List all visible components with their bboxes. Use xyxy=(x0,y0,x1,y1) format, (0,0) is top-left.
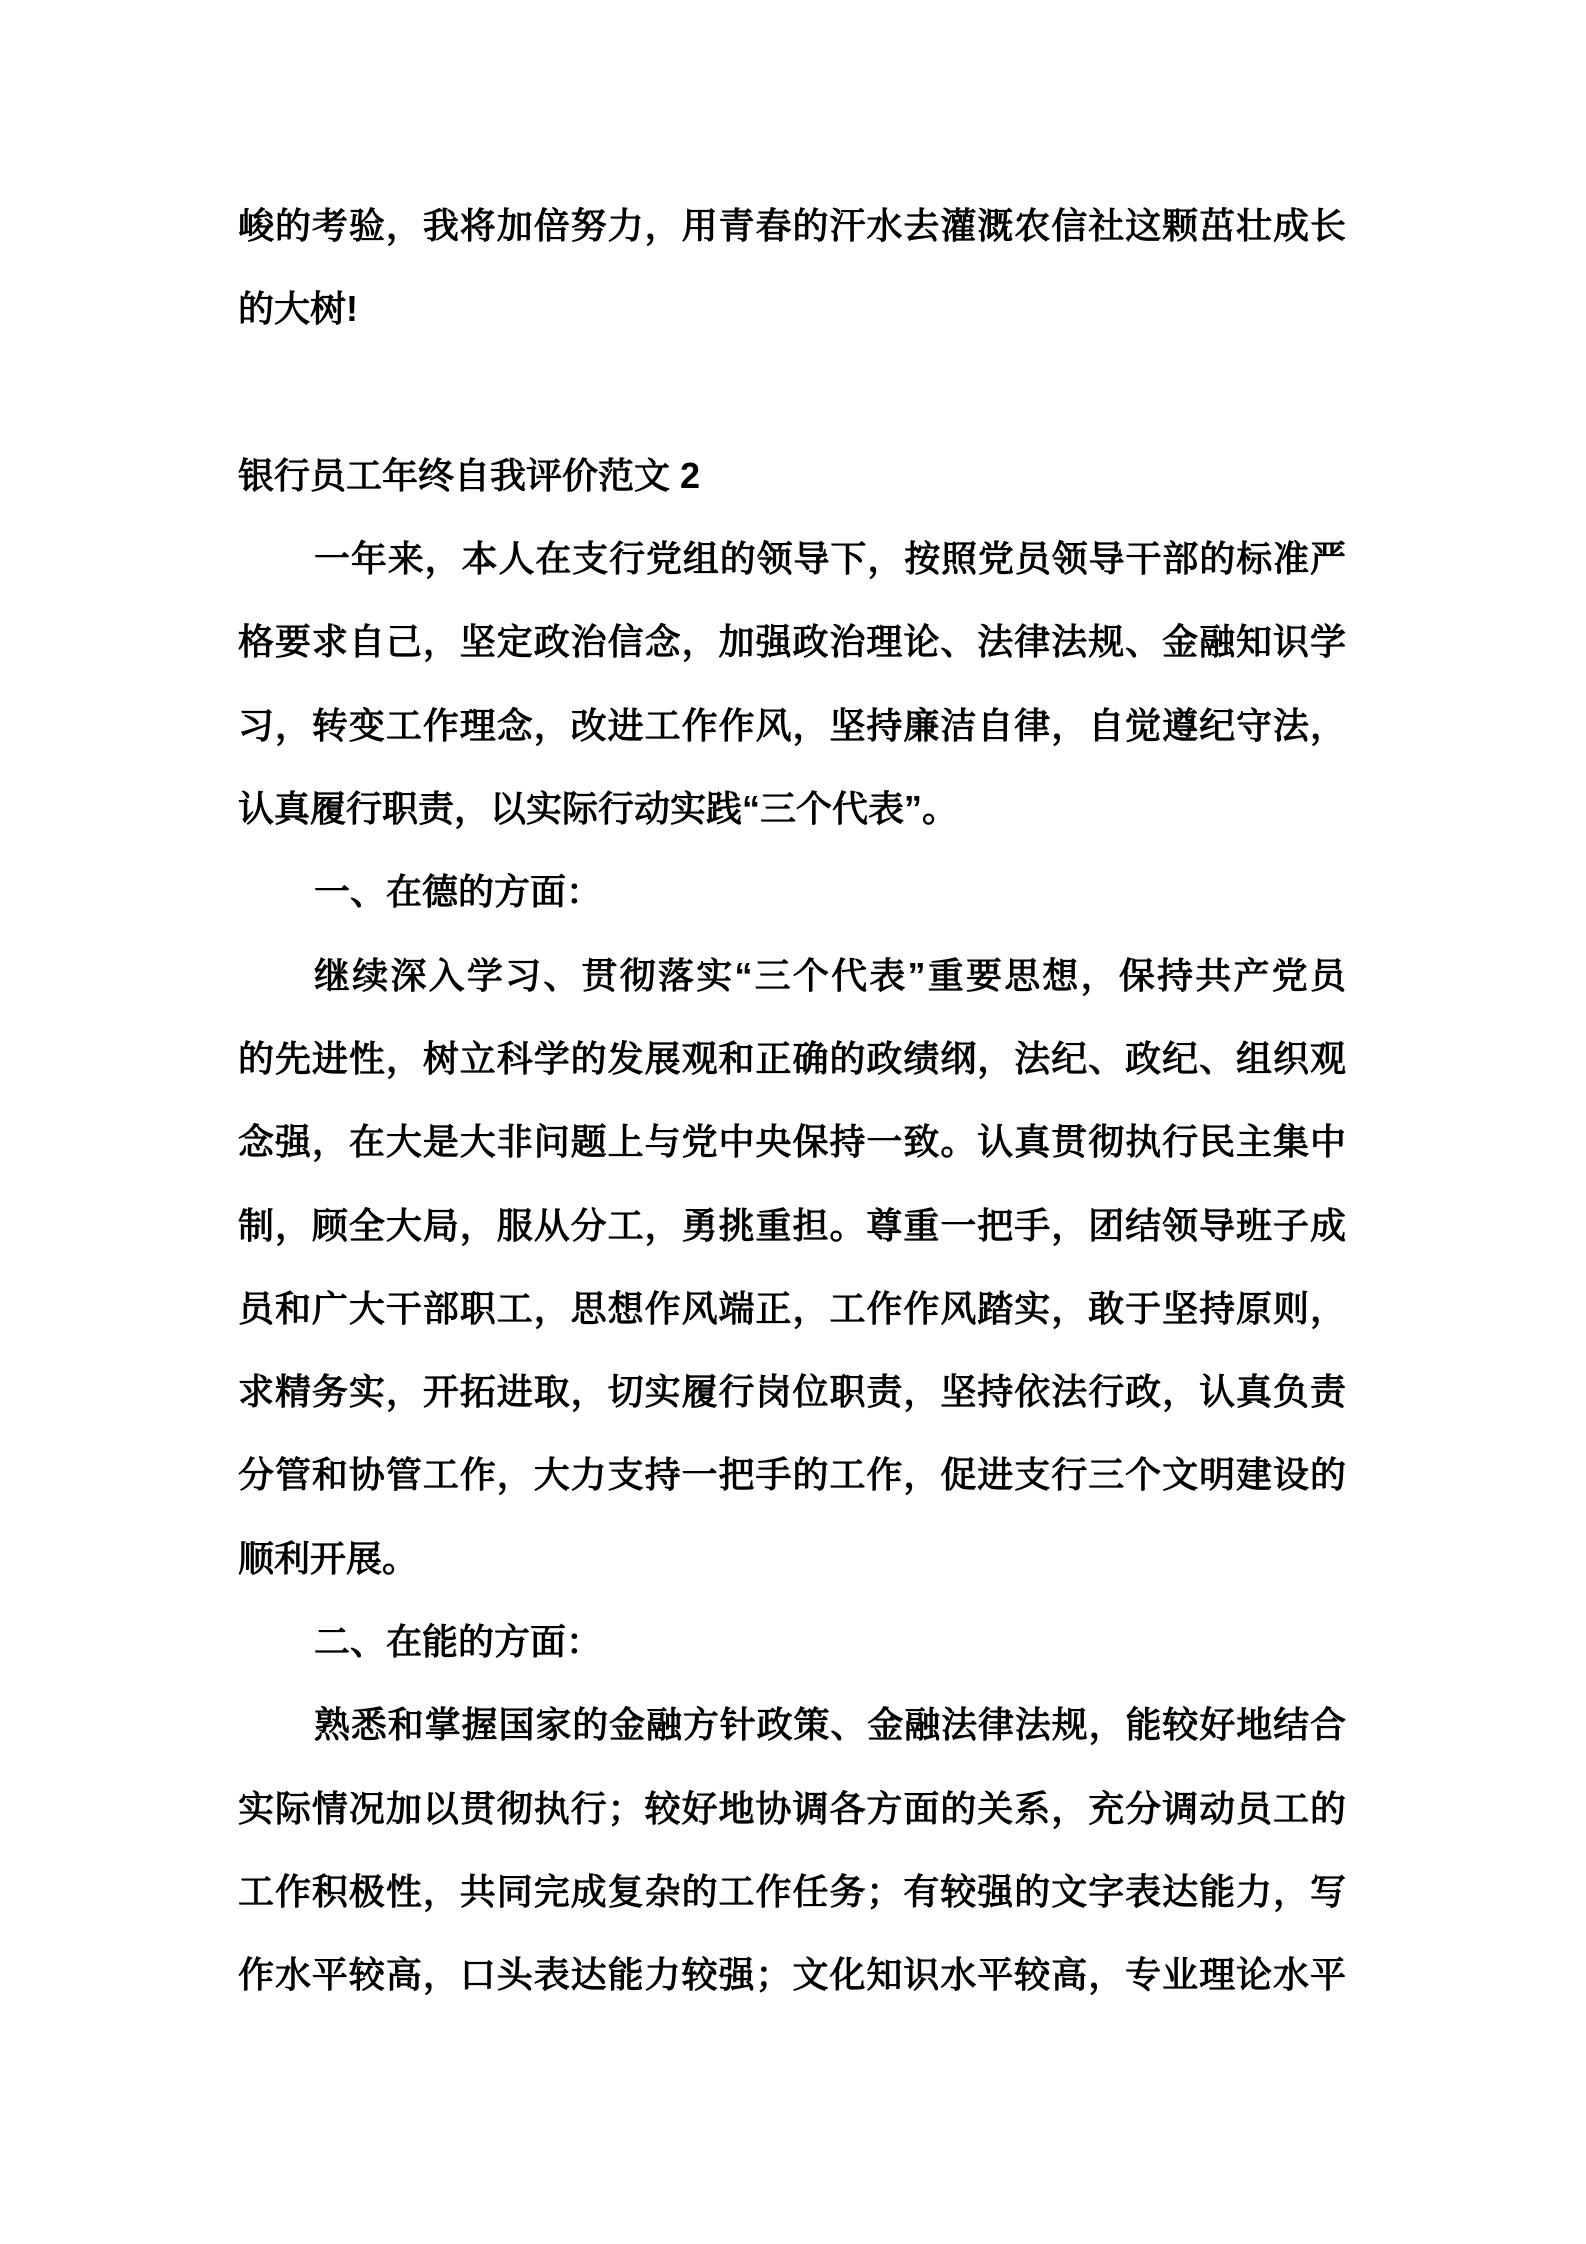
paragraph-subheading-1 xyxy=(238,850,1346,933)
text-line: 工作积极性，共同完成复杂的工作任务；有较强的文字表达能力，写 xyxy=(238,1870,1346,1912)
section-heading: 银行员工年终自我评价范文 2 xyxy=(238,454,701,496)
text-line: 求精务实，开拓进取，切实履行岗位职责，坚持依法行政，认真负责 xyxy=(238,1371,1346,1413)
paragraph-intro xyxy=(238,517,1346,850)
document-text-block xyxy=(238,184,1346,2017)
paragraph-heading xyxy=(238,434,1346,517)
text-line: 念强，在大是大非问题上与党中央保持一致。认真贯彻执行民主集中 xyxy=(238,1121,1346,1163)
text-line: 员和广大干部职工，思想作风端正，工作作风踏实，敢于坚持原则， xyxy=(238,1287,1346,1329)
text-line: 认真履行职责，以实际行动实践“三个代表”。 xyxy=(238,788,959,830)
text-line: 继续深入学习、贯彻落实“三个代表”重要思想，保持共产党员 xyxy=(314,954,1346,996)
paragraph-neng-aspect xyxy=(238,1683,1346,2016)
text-line: 实际情况加以贯彻执行；较好地协调各方面的关系，充分调动员工的 xyxy=(238,1787,1346,1829)
paragraph-continuation xyxy=(238,184,1346,351)
text-line: 格要求自己，坚定政治信念，加强政治理论、法律法规、金融知识学 xyxy=(238,621,1346,663)
text-line: 的先进性，树立科学的发展观和正确的政绩纲，法纪、政纪、组织观 xyxy=(238,1037,1346,1079)
text-line: 顺利开展。 xyxy=(238,1537,419,1579)
text-line: 制，顾全大局，服从分工，勇挑重担。尊重一把手，团结领导班子成 xyxy=(238,1204,1346,1246)
subsection-heading: 二、在能的方面： xyxy=(314,1621,603,1663)
text-line: 分管和协管工作，大力支持一把手的工作，促进支行三个文明建设的 xyxy=(238,1454,1346,1496)
text-line: 作水平较高，口头表达能力较强；文化知识水平较高，专业理论水平 xyxy=(238,1954,1346,1996)
text-line: 习，转变工作理念，改进工作作风，坚持廉洁自律，自觉遵纪守法， xyxy=(238,704,1346,746)
paragraph-de-aspect xyxy=(238,934,1346,1600)
subsection-heading: 一、在德的方面： xyxy=(314,871,603,913)
text-line: 一年来，本人在支行党组的领导下，按照党员领导干部的标准严 xyxy=(314,538,1346,580)
paragraph-gap xyxy=(238,351,1346,434)
text-line: 峻的考验，我将加倍努力，用青春的汗水去灌溉农信社这颗茁壮成长 xyxy=(238,205,1346,246)
text-line: 熟悉和掌握国家的金融方针政策、金融法律法规，能较好地结合 xyxy=(314,1704,1346,1746)
paragraph-subheading-2 xyxy=(238,1600,1346,1683)
text-line: 的大树! xyxy=(238,288,358,330)
